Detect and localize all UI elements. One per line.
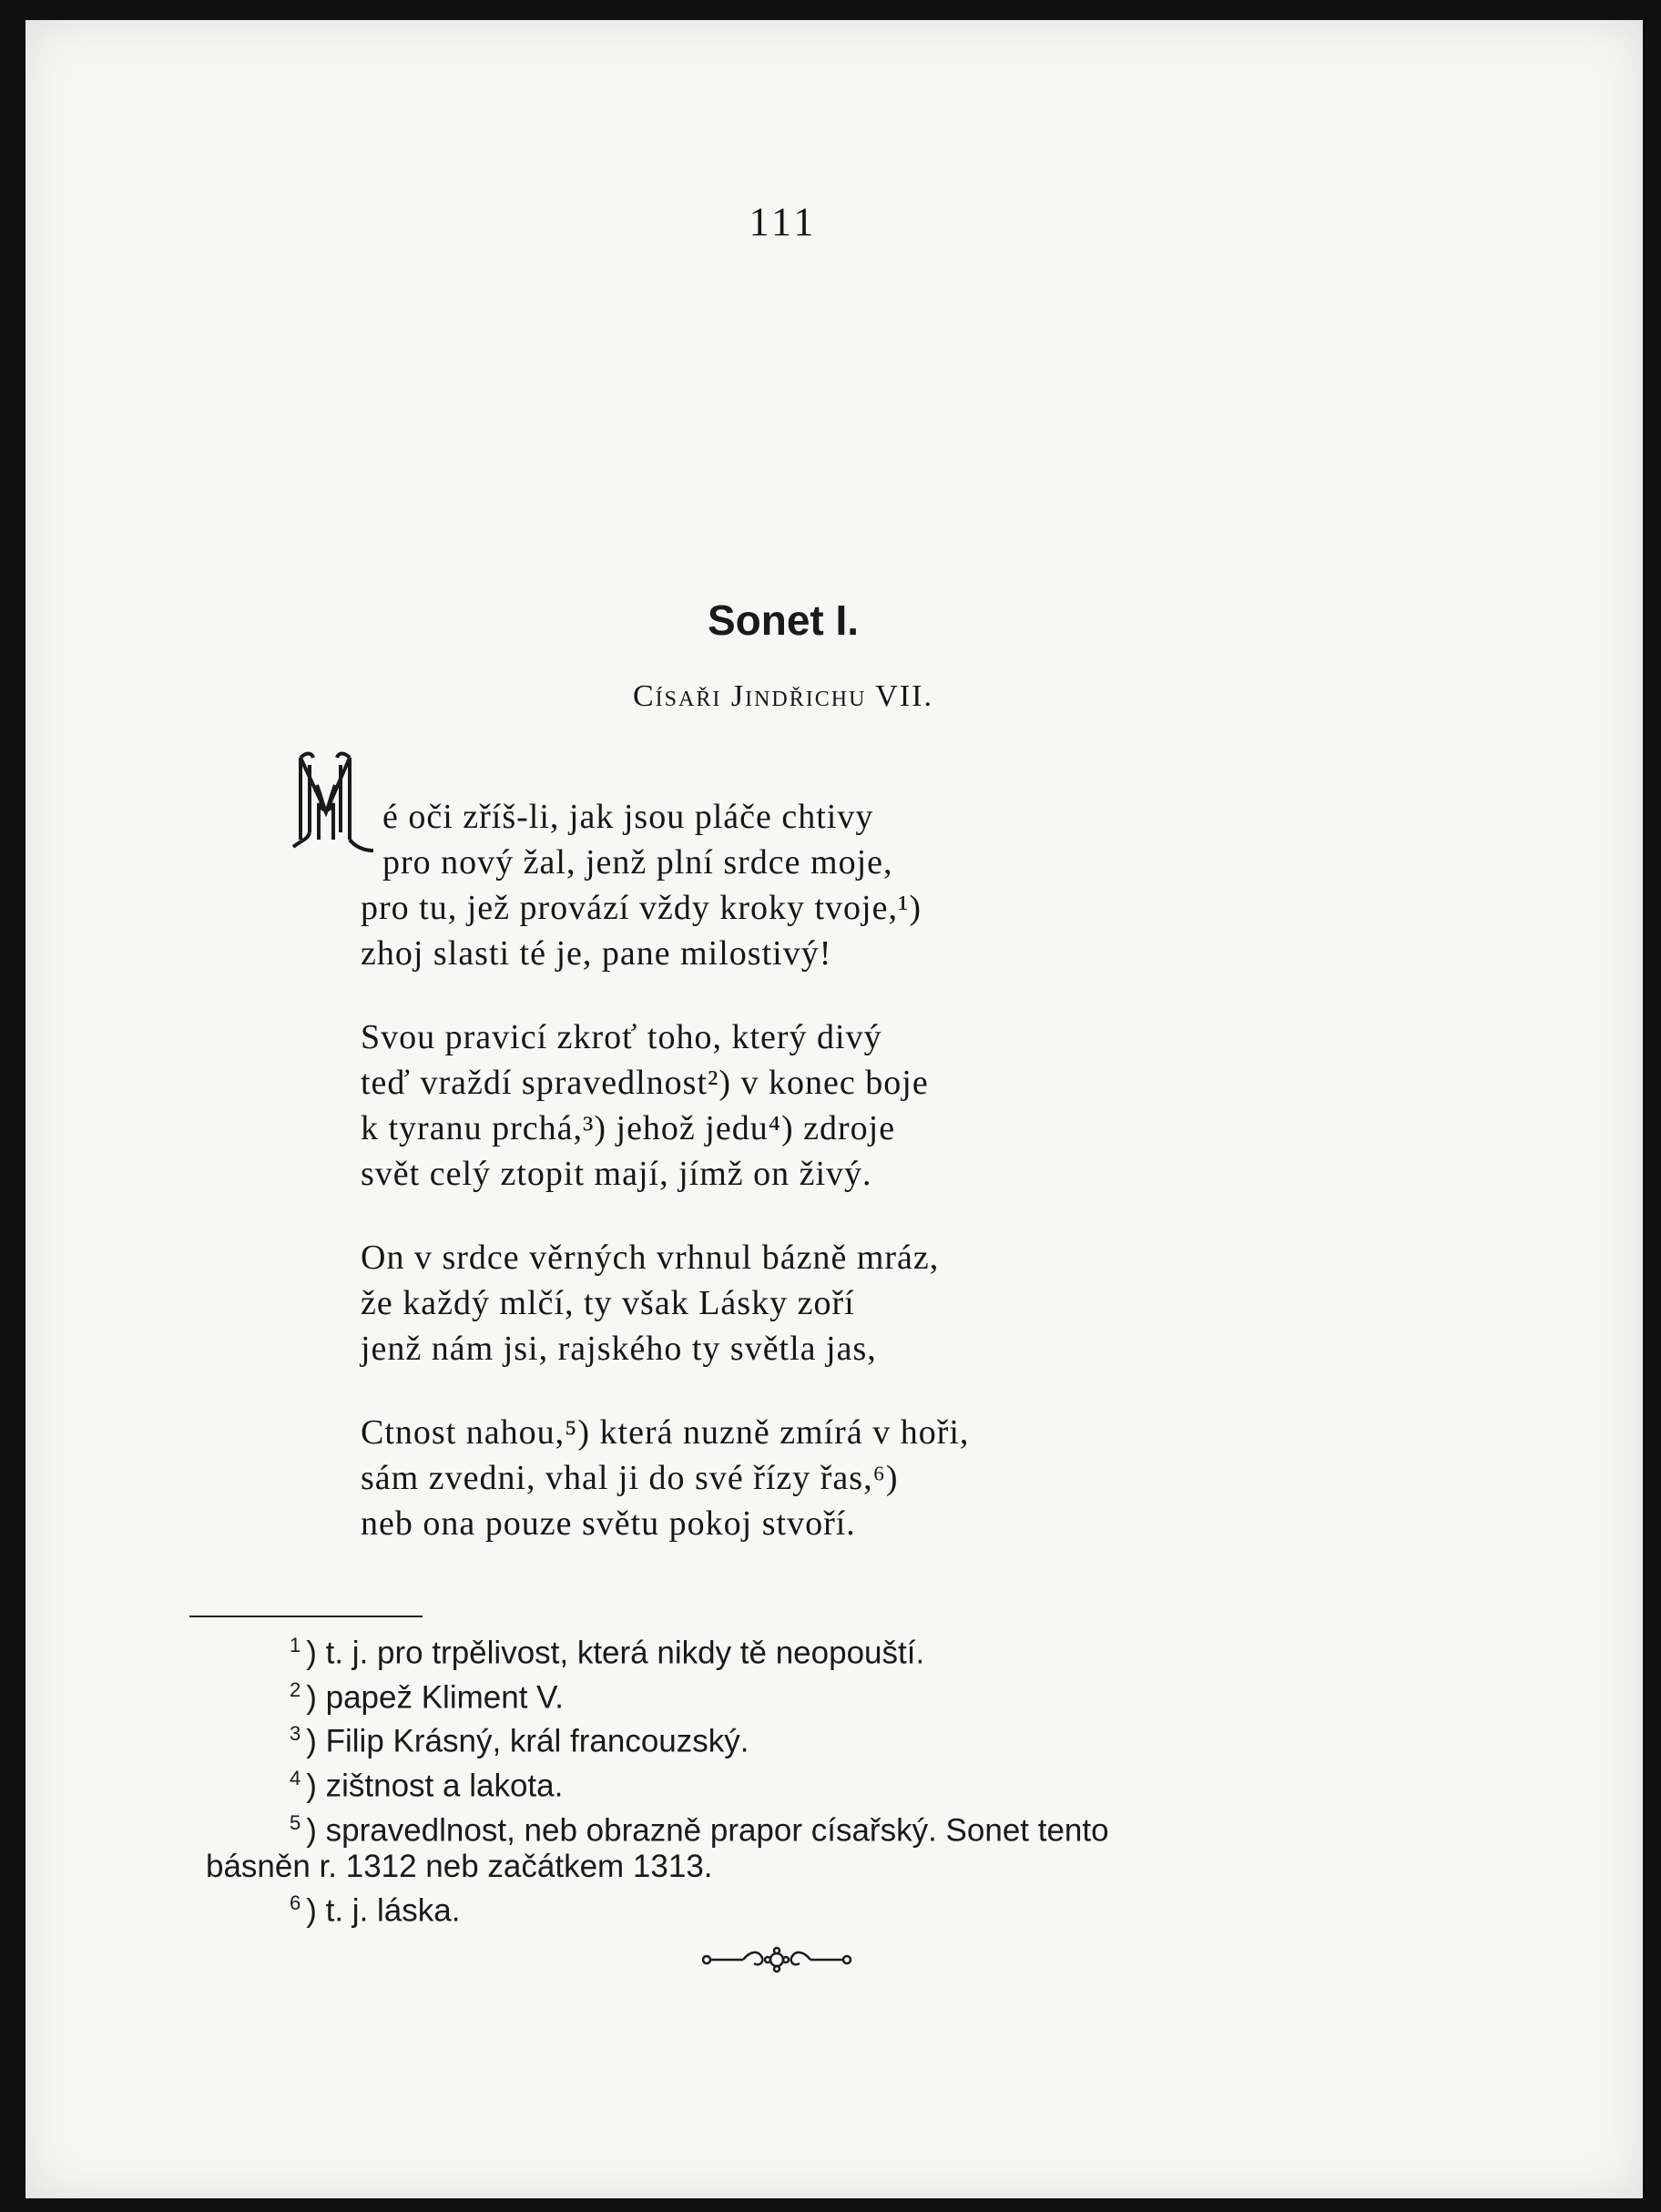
footnote — [189, 1805, 1364, 1850]
poem-line: é oči zříš-li, jak jsou pláče chtivy — [382, 798, 874, 836]
footnote-text: ) t. j. pro trpělivost, která nikdy tě neopouští. — [306, 1635, 925, 1671]
stanza — [361, 1410, 969, 1546]
stanza — [361, 1235, 969, 1371]
footnote — [189, 1885, 1364, 1930]
footnote-text: ) spravedlnost, neb obrazně prapor císařský. Sonet tento — [306, 1812, 1109, 1849]
poem-line: sám zvedni, vhal ji do své řízy řas,⁶) — [361, 1459, 899, 1497]
poem-line: On v srdce věrných vrhnul bázně mráz, — [361, 1239, 940, 1277]
footnote-text: ) Filip Krásný, král francouzský. — [306, 1723, 749, 1759]
poem-dedication: Císaři Jindřichu VII. — [633, 679, 933, 713]
poem-line: svět celý ztopit mají, jímž on živý. — [361, 1155, 872, 1193]
footnote — [189, 1672, 1364, 1717]
footnote-mark: 1 — [290, 1634, 301, 1656]
footnote-text: básněn r. 1312 neb začátkem 1313. — [206, 1849, 713, 1885]
footnotes — [189, 1627, 1364, 1930]
footnote-text: ) zištnost a lakota. — [306, 1768, 564, 1804]
footnote — [189, 1849, 1364, 1885]
poem-line: pro nový žal, jenž plní srdce moje, — [382, 843, 893, 882]
poem-line: Svou pravicí zkroť toho, který divý — [361, 1018, 882, 1056]
poem-line: že každý mlčí, ty však Lásky zoří — [361, 1284, 855, 1322]
poem-body — [361, 794, 969, 1585]
footnote-mark: 5 — [290, 1810, 301, 1834]
footnote-mark: 6 — [290, 1891, 301, 1915]
footnote-mark: 2 — [290, 1677, 301, 1701]
stanza — [361, 794, 969, 976]
poem-line: zhoj slasti té je, pane milostivý! — [361, 934, 832, 973]
footnote — [189, 1627, 1364, 1672]
footnote-text: ) papež Kliment V. — [306, 1679, 565, 1716]
poem-line: Ctnost nahou,⁵) která nuzně zmírá v hoři, — [361, 1413, 970, 1452]
poem-line: pro tu, jež provází vždy kroky tvoje,¹) — [361, 889, 922, 927]
footnote-divider — [189, 1616, 423, 1617]
poem-line: teď vraždí spravedlnost²) v konec boje — [361, 1064, 929, 1102]
poem-title: Sonet I. — [707, 596, 860, 644]
poem-line: k tyranu prchá,³) jehož jedu⁴) zdroje — [361, 1109, 896, 1147]
footnote-mark: 3 — [290, 1722, 301, 1746]
poem-line: jenž nám jsi, rajského ty světla jas, — [361, 1330, 877, 1368]
poem-line: neb ona pouze světu pokoj stvoří. — [361, 1504, 856, 1543]
footnote-mark: 4 — [290, 1766, 301, 1789]
book-page — [25, 20, 1643, 2198]
footnote-text: ) t. j. láska. — [306, 1892, 461, 1929]
end-ornament-icon — [699, 1943, 854, 1976]
stanza — [361, 1014, 969, 1197]
page-number: 111 — [749, 199, 818, 244]
footnote — [189, 1760, 1364, 1805]
footnote — [189, 1716, 1364, 1760]
